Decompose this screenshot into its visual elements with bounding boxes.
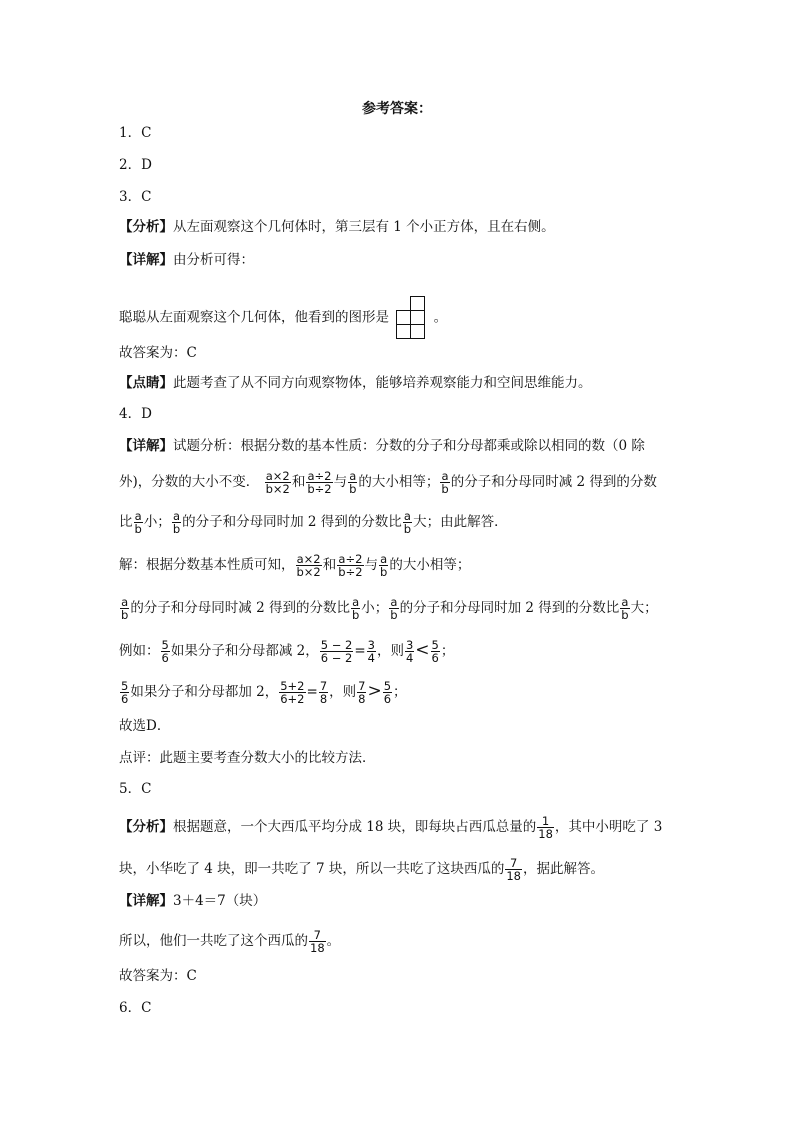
denominator: 6	[161, 651, 169, 665]
fraction	[431, 639, 440, 664]
denominator: b	[121, 608, 129, 622]
numerator: a×2	[265, 469, 290, 483]
denominator: 6	[383, 692, 392, 706]
q4-text: =	[354, 643, 366, 659]
q5-text: 3＋4＝7（块）	[173, 893, 267, 909]
detail-tag: 【详解】	[119, 252, 173, 268]
denominator: b	[349, 482, 357, 496]
fraction	[319, 680, 328, 705]
fraction	[357, 680, 366, 705]
q4-text: 如果分子和分母都减 2，	[170, 643, 319, 659]
comment-tag: 【点睛】	[119, 375, 173, 391]
numerator: a	[403, 509, 411, 523]
q5-answer: 故答案为：C	[119, 968, 197, 984]
fraction	[620, 596, 629, 621]
denominator: 6	[121, 692, 129, 706]
denominator: b	[380, 565, 388, 579]
numerator: a	[134, 509, 142, 523]
numerator: 5	[161, 638, 169, 652]
q4-text: 大；	[630, 600, 658, 616]
view-text: 聪聪从左面观察这个几何体，他看到的图形是	[119, 309, 389, 326]
q5-text: 。	[326, 933, 341, 949]
fraction	[351, 596, 360, 621]
fraction	[306, 470, 332, 495]
denominator: b÷2	[338, 565, 363, 579]
numerator: 5	[121, 679, 129, 693]
fraction	[120, 596, 129, 621]
answer-1: 1．C	[119, 125, 152, 141]
detail-text: 由分析可得：	[173, 252, 254, 268]
numerator: 5	[383, 679, 392, 693]
q3-detail	[119, 250, 254, 270]
analysis-tag: 【分析】	[119, 819, 173, 835]
q4-text: ，则	[376, 643, 404, 659]
numerator: 5 − 2	[320, 638, 353, 652]
q4-text: 和	[291, 474, 306, 490]
q5-text: 所以，他们一共吃了这个西瓜的	[119, 933, 308, 949]
denominator: b	[621, 608, 629, 622]
fraction	[383, 680, 392, 705]
denominator: b	[390, 608, 398, 622]
q4-text: 的大小相等；	[389, 557, 471, 573]
denominator: b	[441, 482, 449, 496]
numerator: a÷2	[338, 552, 363, 566]
q4-text: 的分子和分母同时加 2 得到的分数比	[399, 600, 620, 616]
numerator: 7	[313, 928, 321, 942]
q4-text: 例如：	[119, 643, 160, 659]
fraction	[367, 639, 376, 664]
q4-line-7	[119, 680, 407, 705]
denominator: b×2	[265, 482, 290, 496]
q4-text: >	[367, 681, 382, 701]
q4-text: ；	[440, 643, 455, 659]
q4-text: 解：根据分数基本性质可知，	[119, 557, 295, 573]
fraction	[537, 815, 554, 840]
q4-line-3	[119, 510, 508, 535]
denominator: 4	[367, 651, 375, 665]
q3-answer: 故答案为：C	[119, 345, 197, 361]
denominator: 6	[431, 651, 439, 665]
numerator: 7	[510, 856, 518, 870]
fraction	[440, 470, 449, 495]
fraction	[309, 929, 326, 954]
fraction	[379, 553, 388, 578]
fraction	[296, 553, 322, 578]
q4-line-2	[119, 470, 657, 495]
answer-2: 2．D	[119, 157, 152, 173]
fraction	[120, 680, 129, 705]
q4-text: 的分子和分母同时加 2 得到的分数比	[182, 514, 402, 530]
denominator: b	[351, 608, 360, 622]
numerator: 7	[319, 679, 328, 693]
comment-text: 此题考查了从不同方向观察物体，能够培养观察能力和空间思维能力。	[173, 375, 592, 391]
analysis-tag: 【分析】	[119, 219, 173, 235]
denominator: b÷2	[307, 482, 332, 496]
denominator: 18	[506, 869, 521, 883]
fraction	[348, 470, 357, 495]
q5-line-1	[119, 815, 662, 840]
fraction	[172, 510, 181, 535]
numerator: a	[349, 469, 357, 483]
fraction	[134, 510, 143, 535]
fraction	[403, 510, 412, 535]
detail-tag: 【详解】	[119, 438, 173, 454]
fraction	[505, 857, 522, 882]
numerator: a	[441, 469, 449, 483]
numerator: 3	[405, 638, 414, 652]
q5-text: ，其中小明吃了 3	[554, 819, 663, 835]
q4-text: 与	[333, 474, 348, 490]
left-view-figure-icon	[396, 296, 426, 340]
numerator: a	[121, 595, 129, 609]
denominator: 8	[358, 692, 366, 706]
fraction	[389, 596, 398, 621]
q5-detail	[119, 891, 266, 911]
denominator: 18	[538, 827, 553, 841]
answer-5: 5．C	[119, 781, 152, 797]
q5-text: 根据题意，一个大西瓜平均分成 18 块，即每块占西瓜总量的	[173, 819, 537, 835]
q3-view	[119, 296, 447, 340]
numerator: a÷2	[307, 469, 332, 483]
q4-text: 小；	[143, 514, 171, 530]
q4-text: 外)，分数的大小不变．	[119, 474, 260, 490]
denominator: 6 − 2	[320, 651, 353, 665]
numerator: 7	[358, 679, 366, 693]
q3-analysis	[119, 217, 555, 237]
q4-text: 试题分析：根据分数的基本性质：分数的分子和分母都乘或除以相同的数（0 除	[173, 438, 645, 454]
denominator: 4	[405, 651, 414, 665]
q4-line-6	[119, 639, 454, 664]
q5-so	[119, 929, 340, 954]
q4-text: 的分子和分母同时减 2 得到的分数	[450, 474, 657, 490]
q4-line-5	[119, 596, 658, 621]
q4-text: 的分子和分母同时减 2 得到的分数比	[130, 600, 350, 616]
q5-text: ，据此解答。	[522, 861, 604, 877]
q4-line-1	[119, 436, 645, 456]
q5-text: 块，小华吃了 4 块，即一共吃了 7 块，所以一共吃了这块西瓜的	[119, 861, 505, 877]
q4-text: 与	[364, 557, 379, 573]
q4-text: ；	[393, 684, 407, 700]
fraction	[320, 639, 354, 664]
page-title: 参考答案：	[362, 101, 432, 117]
denominator: b	[172, 522, 181, 536]
view-end: 。	[433, 309, 448, 326]
q4-text: 和	[322, 557, 337, 573]
q3-comment	[119, 373, 592, 393]
numerator: 1	[541, 814, 550, 828]
numerator: a×2	[296, 552, 321, 566]
q4-text: 如果分子和分母都加 2，	[130, 684, 279, 700]
detail-tag: 【详解】	[119, 893, 173, 909]
numerator: 5+2	[280, 679, 305, 693]
q4-text: ，则	[329, 684, 357, 700]
answer-6: 6．C	[119, 1000, 152, 1016]
numerator: 5	[431, 638, 439, 652]
denominator: 6+2	[280, 692, 305, 706]
numerator: 3	[367, 638, 375, 652]
q4-text: 小；	[361, 600, 389, 616]
fraction	[161, 639, 170, 664]
denominator: b×2	[296, 565, 321, 579]
denominator: b	[403, 522, 412, 536]
q4-choice: 故选D．	[119, 718, 171, 734]
fraction	[337, 553, 363, 578]
numerator: a	[390, 595, 398, 609]
numerator: a	[380, 552, 388, 566]
q5-line-2	[119, 857, 604, 882]
q4-text: 比	[119, 514, 133, 530]
numerator: a	[621, 595, 629, 609]
analysis-text: 从左面观察这个几何体时，第三层有 1 个小正方体，且在右侧。	[173, 219, 555, 235]
fraction	[405, 639, 414, 664]
q4-text: =	[306, 684, 318, 700]
q4-comment: 点评：此题主要考查分数大小的比较方法．	[119, 750, 376, 766]
q4-text: 的大小相等；	[358, 474, 440, 490]
q4-text: 大；由此解答．	[413, 514, 508, 530]
answer-3: 3．C	[119, 189, 152, 205]
q4-text: <	[415, 640, 430, 660]
denominator: 8	[319, 692, 328, 706]
numerator: a	[352, 595, 360, 609]
denominator: b	[134, 522, 142, 536]
answer-4: 4．D	[119, 406, 152, 422]
numerator: a	[172, 509, 180, 523]
fraction	[279, 680, 305, 705]
denominator: 18	[310, 941, 325, 955]
q4-line-4	[119, 553, 470, 578]
fraction	[265, 470, 291, 495]
